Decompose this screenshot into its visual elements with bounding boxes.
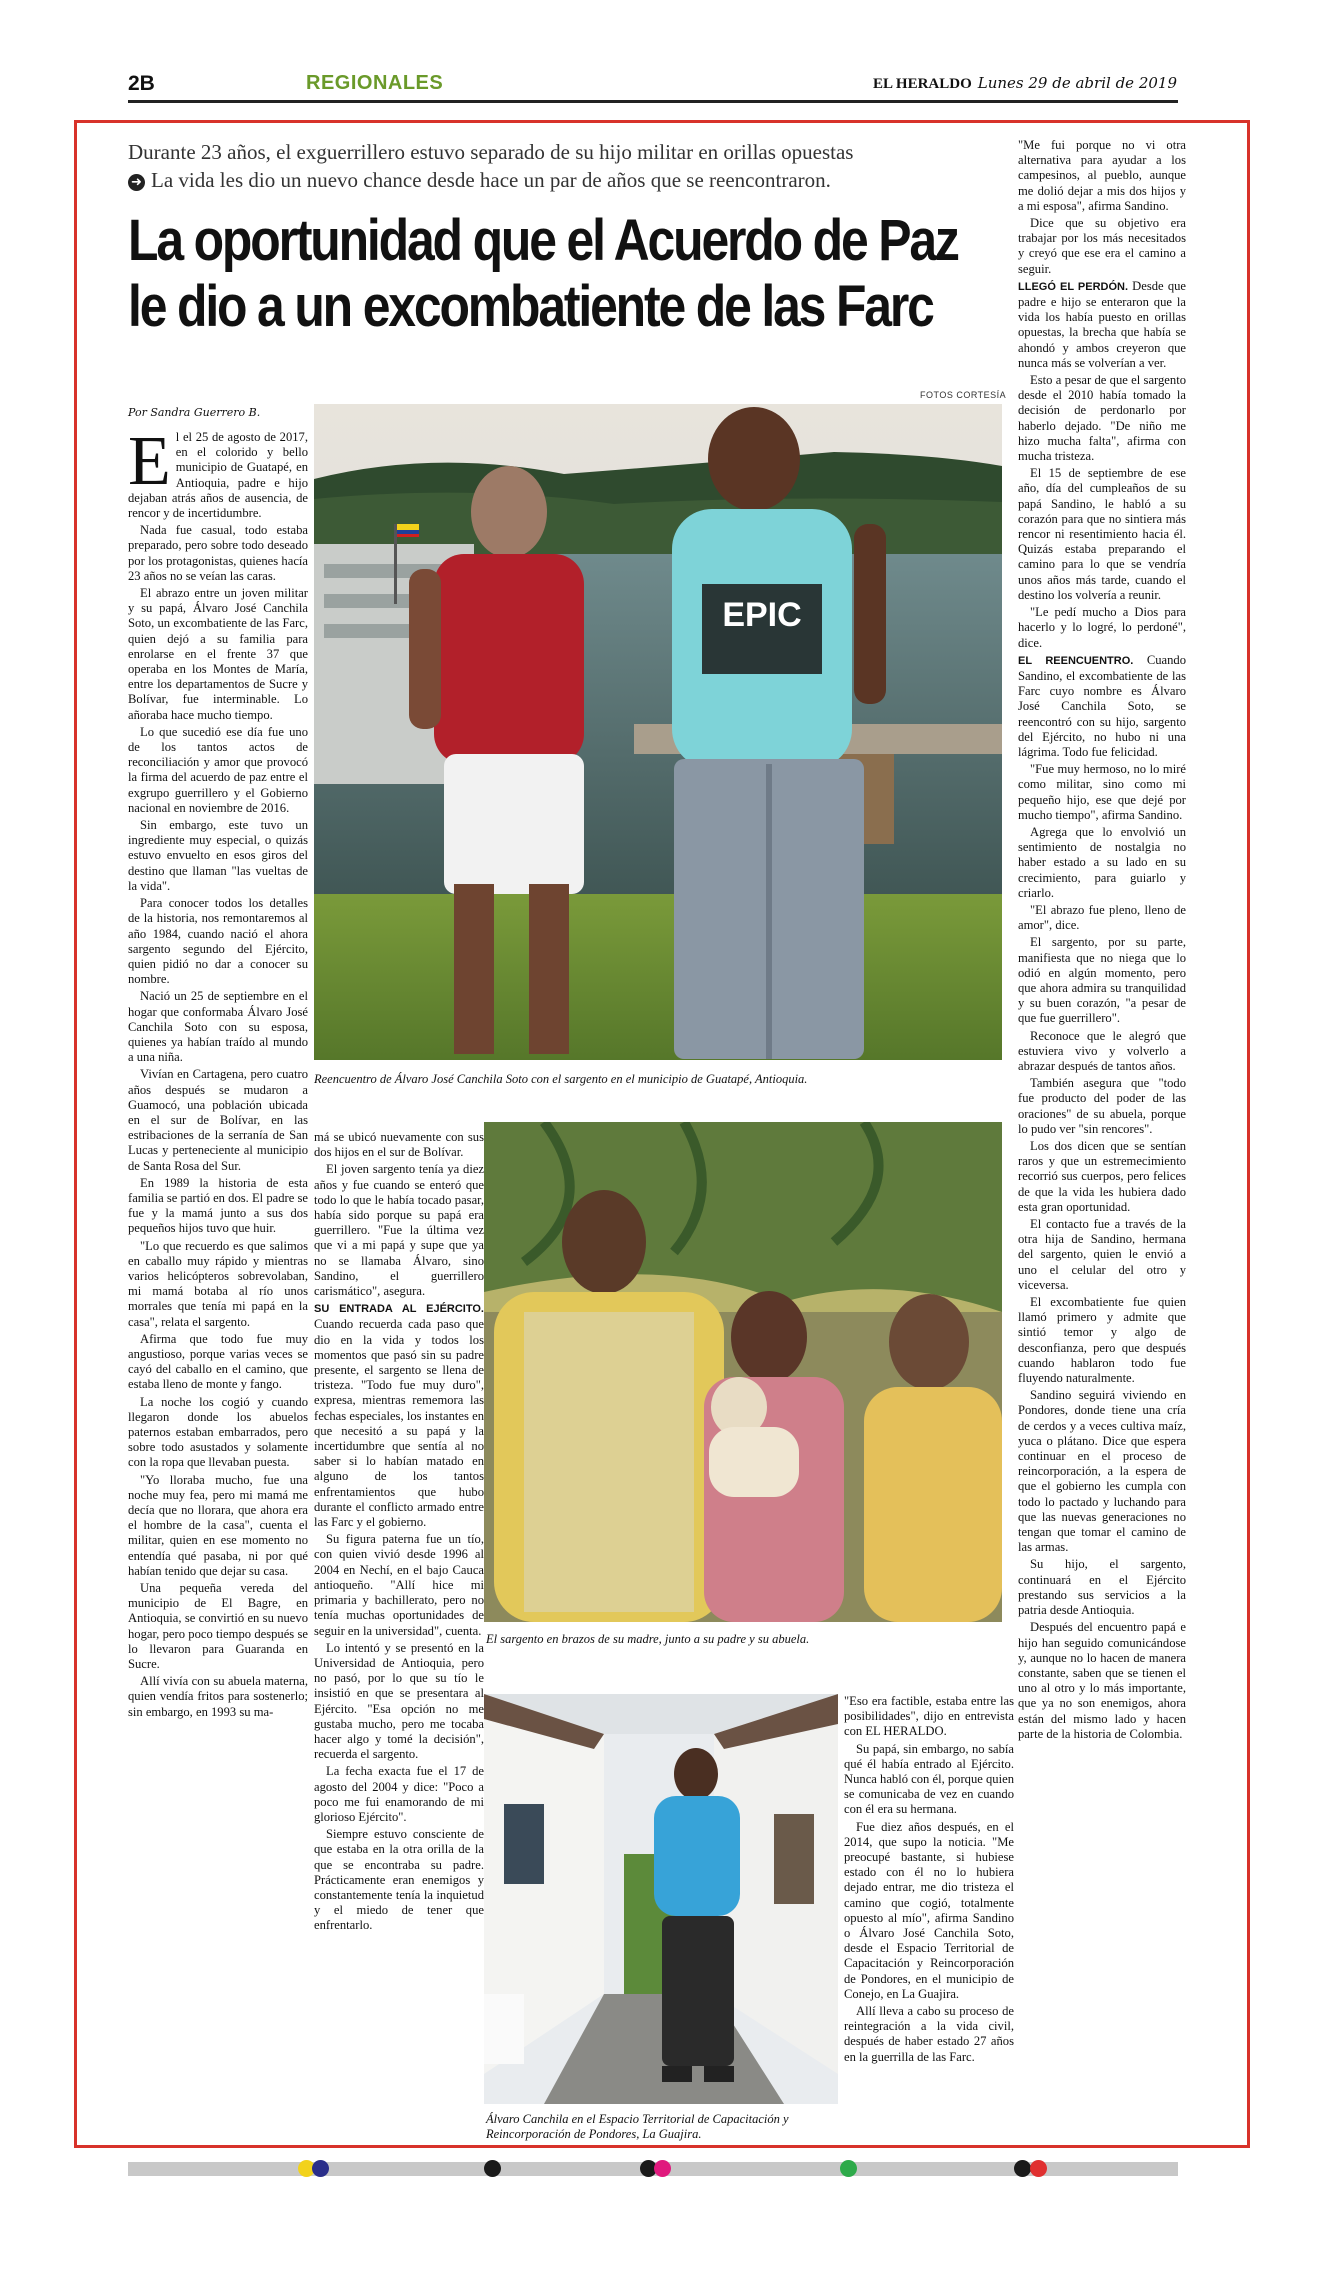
caption-pondores: Álvaro Canchila en el Espacio Territorial de Capacitación y Reincorporación de Pondores, La Guajira. [486, 2112, 789, 2141]
masthead-date [873, 74, 1177, 93]
paragraph: Reconoce que le alegró que estuviera vivo y volverlo a abrazar después de tantos años. [1018, 1028, 1186, 1073]
photo-pondores [484, 1694, 838, 2104]
photo-credit: FOTOS CORTESÍA [920, 390, 1007, 400]
kicker-line-1: Durante 23 años, el exguerrillero estuvo separado de su hijo militar en orillas opuestas [128, 140, 854, 164]
subhead: EL REENCUENTRO. [1018, 654, 1147, 667]
byline: Por Sandra Guerrero B. [128, 406, 261, 419]
paragraph: Vivían en Cartagena, pero cuatro años después se mudaron a Guamocó, una población ubicada en el sur de Bolívar, en las estribaciones de la serranía de San Lucas y perteneciente al municipio de Santa Rosa del Sur. [128, 1067, 308, 1173]
paragraph: Lo intentó y se presentó en la Universidad de Antioquia, pero no pasó, por lo que su tío le insistió en que se presentara al Ejército. "Esa opción no me gustaba mucho, pero me tocaba hacer algo y tomé la decisión", recuerda el sargento. [314, 1640, 484, 1762]
caption-reunion: Reencuentro de Álvaro José Canchila Soto con el sargento en el municipio de Guatapé, Antioquia. [314, 1072, 808, 1086]
paragraph: Afirma que todo fue muy angustioso, porque varias veces se cayó del caballo en el camino, que estaba lleno de monte y fango. [128, 1331, 308, 1392]
headline: La oportunidad que el Acuerdo de Paz le dio a un excombatiente de las Farc [128, 208, 958, 339]
photo-family [484, 1122, 1002, 1622]
drop-cap: E [128, 430, 171, 500]
paragraph: La noche los cogió y cuando llegaron donde los abuelos paternos estaban embarrados, pero sobre todo asustados y solamente con la ropa que llevaban puesta. [128, 1394, 308, 1470]
paragraph: Para conocer todos los detalles de la historia, nos remontaremos al año 1984, cuando nació el ahora sargento segundo del Ejército, quien pidió no dar a conocer su nombre. [128, 896, 308, 987]
paragraph: Dice que su objetivo era trabajar por los más necesitados y creyó que ese era el camino a seguir. [1018, 216, 1186, 276]
subhead: SU ENTRADA AL EJÉRCITO. [314, 1303, 484, 1316]
paragraph: Los dos dicen que se sentían raros y que un estremecimiento recorrió sus cuerpos, pero felices de que la vida les hubiera dado esta gran oportunidad. [1018, 1139, 1186, 1214]
paragraph: Sin embargo, este tuvo un ingrediente muy especial, o quizás estuvo envuelto en esos giros del destino que llaman "las vueltas de la vida". [128, 818, 308, 893]
family-illustration [484, 1122, 1002, 1622]
newspaper-name: EL HERALDO [872, 76, 972, 92]
paragraph: "Yo lloraba mucho, fue una noche muy fea, pero mi mamá me decía que no llorara, que ahora era el hombre de la casa", cuenta el militar, quien en ese momento no entendía qué pasaba, ni por qué habían tenido que dejar su casa. [128, 1472, 308, 1578]
paragraph: Una pequeña vereda del municipio de El Bagre, en Antioquia, se convirtió en su nuevo hogar, pero poco tiempo después se lo llevaron para Guaranda en Sucre. [128, 1581, 308, 1672]
issue-date: Lunes 29 de abril de 2019 [977, 74, 1177, 92]
article-column-3 [844, 1694, 1014, 2130]
paragraph: Nació un 25 de septiembre en el hogar que conformaba Álvaro José Canchila Soto con su esposa, quienes ya habían traído al mundo a una niña. [128, 989, 308, 1065]
paragraph: Agrega que lo envolvió un sentimiento de nostalgia no haber estado a su lado en su crecimiento, para guiarlo y criarlo. [1018, 824, 1186, 900]
paragraph: El abrazo entre un joven militar y su papá, Álvaro José Canchila Soto, un excombatiente de las Farc, quien dejó a su familia para enrolarse en el frente 37 que operaba en los Montes de María, entre los departamentos de Sucre y Bolívar, fue interminable. Lo añoraba hace mucho tiempo. [128, 586, 308, 722]
paragraph: El contacto fue a través de la otra hija de Sandino, hermana del sargento, quien le envió a uno el celular del otro y viceversa. [1018, 1217, 1186, 1292]
paragraph: "El abrazo fue pleno, lleno de amor", dice. [1018, 902, 1186, 933]
registration-dot [840, 2160, 857, 2177]
pondores-illustration [484, 1694, 838, 2104]
paragraph: Nada fue casual, todo estaba preparado, pero sobre todo deseado por los protagonistas, quienes hacía 23 años no se veían las caras. [128, 523, 308, 583]
paragraph: "Lo que recuerdo es que salimos en caballo muy rápido y mientras varios helicópteros sobrevolaban, mi mamá botaba al río unos morrales que tenía mi papá en la casa", relata el sargento. [128, 1238, 308, 1329]
reunion-illustration [314, 404, 1002, 1060]
registration-dot [312, 2160, 329, 2177]
paragraph: También asegura que "todo fue producto del poder de las oraciones" de su abuela, porque lo pudo ver "sin rencores". [1018, 1076, 1186, 1136]
paragraph: Siempre estuvo consciente de que estaba en la otra orilla de la que se encontraba su padre. Prácticamente eran enemigos y constantemente tenía la inquietud y el miedo de tener que enfrentarlo. [314, 1827, 484, 1933]
page-number: 2B [128, 72, 155, 95]
paragraph: "Le pedí mucho a Dios para hacerlo y lo logré, lo perdoné", dice. [1018, 605, 1186, 650]
registration-dot [1014, 2160, 1031, 2177]
article-column-1 [128, 430, 308, 2130]
subhead: LLEGÓ EL PERDÓN. [1018, 280, 1133, 293]
registration-dot [1030, 2160, 1047, 2177]
paragraph: El sargento, por su parte, manifiesta que no niega que lo odió en algún momento, pero que ahora admira su tranquilidad y su buen corazón, "a pesar de que fue guerrillero". [1018, 935, 1186, 1026]
paragraph: Lo que sucedió ese día fue uno de los tantos actos de reconciliación y amor que provocó la firma del acuerdo de paz entre el exgrupo guerrillero y el Gobierno nacional en noviembre de 2016. [128, 724, 308, 815]
header-rule [128, 100, 1178, 103]
article-column-2 [314, 1130, 484, 2130]
shirt-text: EPIC [722, 596, 802, 634]
paragraph: Su papá, sin embargo, no sabía qué él había entrado al Ejército. Nunca habló con él, porque quien se comunicaba de vez en cuando con él era su hermana. [844, 1741, 1014, 1817]
paragraph: La fecha exacta fue el 17 de agosto del 2004 y dice: "Poco a poco me fui enamorando de mi glorioso Ejército". [314, 1764, 484, 1824]
subhead-paragraph: LLEGÓ EL PERDÓN. Desde que padre e hijo se enteraron que la vida los había puesto en orillas opuestas, la brecha que había se ahondó y ambos creyeron que nunca más se volverían a ver. [1018, 278, 1186, 370]
section-name: REGIONALES [306, 72, 444, 94]
paragraph: En 1989 la historia de esta familia se partió en dos. El padre se fue y la mamá junto a sus dos pequeños hijos tuvo que huir. [128, 1175, 308, 1236]
subhead-paragraph: SU ENTRADA AL EJÉRCITO. Cuando recuerda cada paso que dio en la vida y todos los momentos que pasó sin su padre presente, el sargento se llena de tristeza. "Todo fue muy duro", expresa, mientras rememora las fechas especiales, los instantes en que necesitó a su papá y la incertidumbre que sentía al no saber si lo habían matado en alguno de los tantos enfrentamientos que hubo durante el conflicto armado entre las Farc y el gobierno. [314, 1303, 484, 1530]
arrow-right-icon: ➜ [128, 174, 145, 191]
paragraph: Su figura paterna fue un tío, con quien vivió desde 1996 al 2004 en Nechí, en el bajo Cauca antioqueño. "Allí hice mi primaria y bachillerato, pero no tenía muchas oportunidades de seguir en la universidad", cuenta. [314, 1532, 484, 1638]
paragraph: "Fue muy hermoso, no lo miré como militar, sino como mi pequeño hijo, ese que dejé por mucho tiempo", afirma Sandino. [1018, 762, 1186, 822]
paragraph: Allí lleva a cabo su proceso de reintegración a la vida civil, después de haber estado 27 años en la guerrilla de las Farc. [844, 2004, 1014, 2064]
paragraph: "Eso era factible, estaba entre las posibilidades", dijo en entrevista con EL HERALDO. [844, 1694, 1014, 1739]
registration-dot [654, 2160, 671, 2177]
article-column-right [1018, 138, 1186, 2130]
paragraph: El excombatiente fue quien llamó primero y admite que sintió temor y algo de desconfianza, pero que después cuando hablaron todo fue fluyendo naturalmente. [1018, 1295, 1186, 1386]
kicker-line-2: ➜ La vida les dio un nuevo chance desde hace un par de años que se reencontraron. [128, 166, 998, 194]
paragraph: Su hijo, el sargento, continuará en el Ejército prestando sus servicios a la patria desde Antioquia. [1018, 1557, 1186, 1618]
paragraph: má se ubicó nuevamente con sus dos hijos en el sur de Bolívar. [314, 1130, 484, 1160]
caption-family: El sargento en brazos de su madre, junto a su padre y su abuela. [486, 1632, 810, 1646]
paragraph: Allí vivía con su abuela materna, quien vendía fritos para sostenerlo; sin embargo, en 1993 su ma- [128, 1674, 308, 1719]
paragraph: El 15 de septiembre de ese año, día del cumpleaños de su papá Sandino, le habló a su corazón para que no sintiera más rencor ni resentimiento hacia él. Quizás estaba preparando el camino para lo que se vendría unos años más tarde, cuando el destino los volvería a reunir. [1018, 466, 1186, 602]
paragraph: Después del encuentro papá e hijo han seguido comunicándose y, aunque no lo hacen de manera constante, saben que se tienen el uno al otro y lo más importante, que ya no son enemigos, ahora están del mismo lado y hacen parte de la historia de Colombia. [1018, 1620, 1186, 1741]
paragraph: l el 25 de agosto de 2017, en el colorido y bello municipio de Guatapé, en Antioquia, padre e hijo dejaban atrás años de ausencia, de rencor y de incertidumbre. [128, 430, 308, 521]
paragraph: Esto a pesar de que el sargento desde el 2010 había tomado la decisión de perdonarlo por haberlo dejado. "De niño me hizo mucha falta", afirma con mucha tristeza. [1018, 373, 1186, 464]
registration-dot [484, 2160, 501, 2177]
paragraph: "Me fui porque no vi otra alternativa para ayudar a los campesinos, al pueblo, aunque me dolió dejar a mis dos hijos y a mi esposa", afirma Sandino. [1018, 138, 1186, 213]
photo-reunion [314, 404, 1002, 1060]
paragraph: Sandino seguirá viviendo en Pondores, donde tiene una cría de cerdos y a veces cultiva maíz, yuca o plátano. Dice que espera continuar en el proceso de reincorporación, a la espera de que el gobierno les cumpla con todo lo pactado y luchando para que las nuevas generaciones no tengan que tomar el camino de las armas. [1018, 1388, 1186, 1555]
paragraph: El joven sargento tenía ya diez años y fue cuando se enteró que todo lo que le había tocado pasar, había sido porque su papá era guerrillero. "Fue la última vez que vi a mi papá y supe que ya no se llamaba Álvaro, sino Sandino, el guerrillero carismático", asegura. [314, 1162, 484, 1299]
subhead-paragraph: EL REENCUENTRO. Cuando Sandino, el excombatiente de las Farc cuyo nombre es Álvaro José Canchila Soto, se reencontró con su hijo, sargento del Ejército, no hubo ni una lágrima. Todo fue felicidad. [1018, 652, 1186, 759]
kicker [128, 138, 998, 194]
paragraph: Fue diez años después, en el 2014, que supo la noticia. "Me preocupé bastante, si hubiese estado con él no lo hubiera dejado entrar, me dio tristeza el camino que cogió, totalmente opuesto al mío", afirma Sandino o Álvaro José Canchila Soto, desde el Espacio Territorial de Capacitación y Reincorporación de Pondores, en el municipio de Conejo, en La Guajira. [844, 1819, 1014, 2001]
